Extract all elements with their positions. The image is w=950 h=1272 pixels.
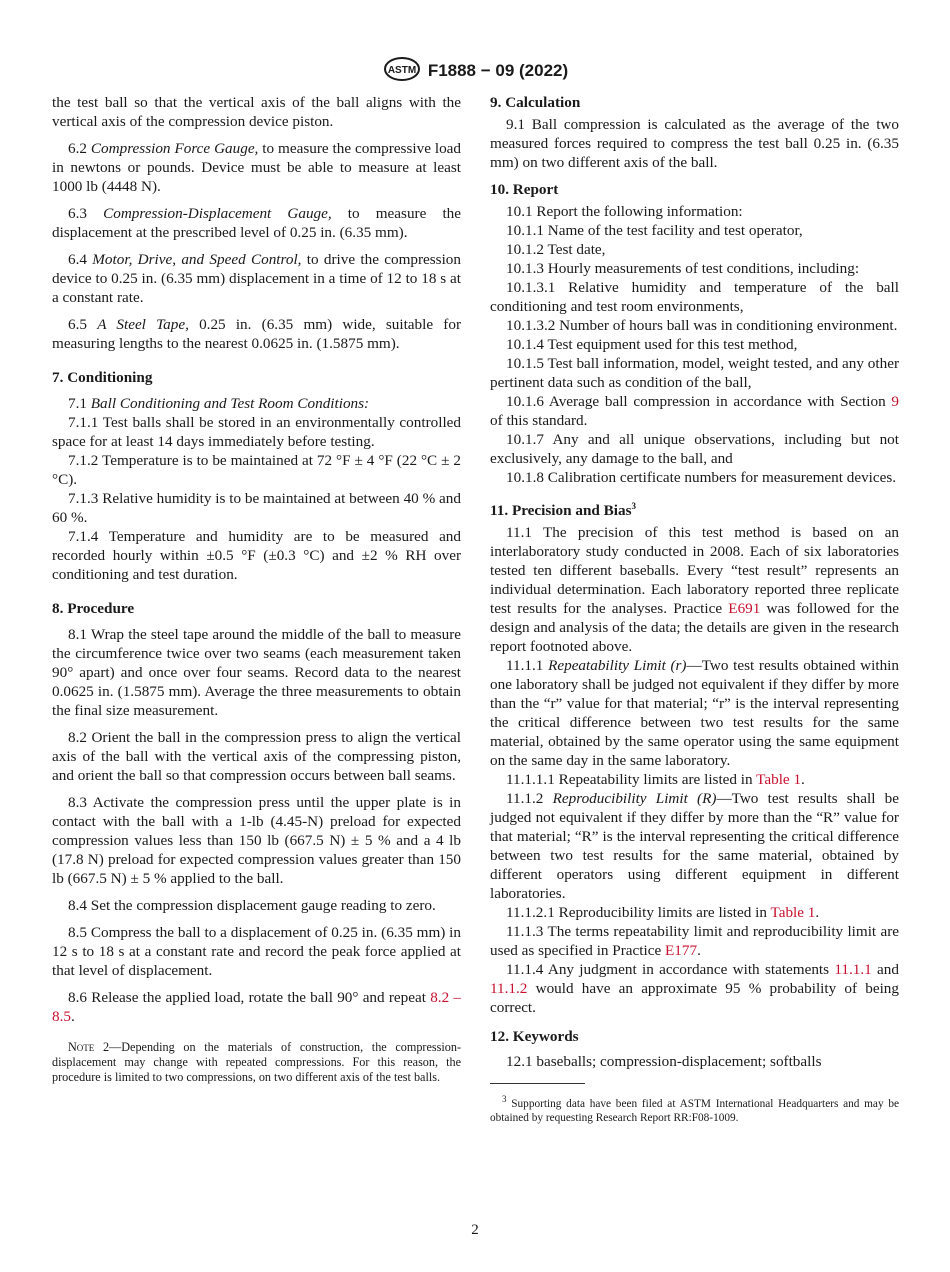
footnote-divider — [490, 1083, 585, 1084]
section-link[interactable]: 11.1.2 — [490, 980, 528, 998]
paragraph-11-1-4: 11.1.4 Any judgment in accordance with statements 11.1.1 and 11.1.2 would have an approximate 95 % probability of being correct. — [490, 961, 899, 1017]
paragraph-10-1-7: 10.1.7 Any and all unique observations, including but not exclusively, any damage to the ball, and — [490, 431, 899, 467]
paragraph-10-1-5: 10.1.5 Test ball information, model, weight tested, and any other pertinent data such as condition of the ball, — [490, 355, 899, 391]
paragraph-9-1: 9.1 Ball compression is calculated as the average of the two measured forces required to compress the test ball 0.25 in. (6.35 mm) on two different axis of the ball. — [490, 116, 899, 171]
paragraph-8-4: 8.4 Set the compression displacement gauge reading to zero. — [68, 897, 436, 914]
table-link[interactable]: Table 1 — [756, 771, 802, 789]
paragraph-10-1-1: 10.1.1 Name of the test facility and test operator, — [506, 222, 803, 239]
paragraph-7-1: 7.1 Ball Conditioning and Test Room Conditions: — [68, 395, 370, 412]
paragraph-7-1-3: 7.1.3 Relative humidity is to be maintained at between 40 % and 60 %. — [52, 490, 461, 526]
section-link[interactable]: 9 — [891, 393, 899, 410]
section-link[interactable]: 8.2 – 8.5 — [52, 989, 462, 1025]
section-heading-12: 12. Keywords — [490, 1028, 579, 1046]
document-designation: F1888 − 09 (2022) — [427, 60, 569, 80]
paragraph-8-5: 8.5 Compress the ball to a displacement of 0.25 in. (6.35 mm) in 12 s to 18 s at a constant rate and record the peak force applied at that level of displacement. — [52, 924, 461, 979]
paragraph-10-1: 10.1 Report the following information: — [506, 203, 743, 220]
paragraph-11-1-1: 11.1.1 Repeatability Limit (r)—Two test results obtained within one laboratory shall be judged not equivalent if they differ by more than the “r” value for that material; “r” is the interval representing the critical difference between two test results for the same material, obtained by the same operator using the same equipment on the same day in the same laboratory. — [490, 657, 899, 770]
paragraph-8-1: 8.1 Wrap the steel tape around the middle of the ball to measure the circumference twice over two seams (each measurement taken 90° apart) and once over four seams. Record data to the nearest 0.0625 in. (1.5875 mm). Average the three measurements to obtain the final size measurement. — [52, 626, 461, 719]
section-heading-7: 7. Conditioning — [52, 369, 153, 386]
paragraph-7-1-4: 7.1.4 Temperature and humidity are to be measured and recorded hourly within ±0.5 °F (±0.3 °C) and ±2 % RH over conditioning and test duration. — [52, 528, 461, 583]
right-column — [490, 93, 899, 1125]
paragraph-8-6: 8.6 Release the applied load, rotate the ball 90° and repeat 8.2 – 8.5. — [52, 989, 462, 1025]
page-header — [0, 56, 950, 87]
footnote: $^3$ Supporting data have been filed at ASTM International Headquarters and may be obtained by requesting Research Report RR:F08-1009. — [490, 1094, 899, 1124]
paragraph-10-1-3-2: 10.1.3.2 Number of hours ball was in conditioning environment. — [506, 317, 898, 334]
paragraph-6-2: 6.2 Compression Force Gauge, to measure the compressive load in newtons or pounds. Device must be able to measure at least 1000 lb (4448 N). — [52, 140, 462, 195]
paragraph-11-1-3: 11.1.3 The terms repeatability limit and reproducibility limit are used as specified in Practice E177. — [490, 923, 899, 960]
paragraph-6-4: 6.4 Motor, Drive, and Speed Control, to drive the compression device to 0.25 in. (6.35 mm) displacement in a time of 12 to 18 s at a constant rate. — [52, 251, 461, 306]
section-heading-11: 11. Precision and Bias$^3$ — [490, 501, 636, 520]
astm-logo-icon — [382, 56, 422, 87]
paragraph-12-1: 12.1 baseballs; compression-displacement; softballs — [506, 1053, 822, 1071]
note-2: Note 2—Depending on the materials of construction, the compression-displacement may change with repeated compressions. For this reason, the procedure is limited to two compressions, on two different axis of the test balls. — [52, 1040, 462, 1084]
paragraph: the test ball so that the vertical axis of the ball aligns with the vertical axis of the compression device piston. — [52, 94, 461, 130]
paragraph-10-1-2: 10.1.2 Test date, — [506, 241, 606, 258]
table-link[interactable]: Table 1 — [770, 904, 816, 922]
section-heading-10: 10. Report — [490, 181, 559, 198]
section-heading-9: 9. Calculation — [490, 94, 581, 111]
section-heading-8: 8. Procedure — [52, 600, 135, 617]
paragraph-10-1-8: 10.1.8 Calibration certificate numbers for measurement devices. — [506, 469, 897, 486]
paragraph-6-5: 6.5 A Steel Tape, 0.25 in. (6.35 mm) wide, suitable for measuring lengths to the nearest 0.0625 in. (1.5875 mm). — [52, 316, 462, 352]
paragraph-10-1-3-1: 10.1.3.1 Relative humidity and temperature of the ball conditioning and test room environments, — [490, 279, 899, 315]
footnote-ref[interactable]: 3 — [631, 501, 636, 511]
paragraph-7-1-2: 7.1.2 Temperature is to be maintained at 72 °F ± 4 °F (22 °C ± 2 °C). — [52, 452, 461, 488]
paragraph-10-1-3: 10.1.3 Hourly measurements of test conditions, including: — [506, 260, 860, 277]
paragraph-10-1-4: 10.1.4 Test equipment used for this test method, — [506, 336, 798, 353]
paragraph-6-3: 6.3 Compression-Displacement Gauge, to measure the displacement at the prescribed level of 0.25 in. (6.35 mm). — [52, 205, 461, 241]
paragraph-8-2: 8.2 Orient the ball in the compression press to align the vertical axis of the ball with the vertical axis of the compressing piston, and orient the ball so that compression occurs between ball seams. — [52, 729, 461, 784]
paragraph-7-1-1: 7.1.1 Test balls shall be stored in an environmentally controlled space for at least 14 days immediately before testing. — [52, 414, 461, 450]
paragraph-11-1-2: 11.1.2 Reproducibility Limit (R)—Two test results shall be judged not equivalent if they differ by more than the “R” value for that material; “R” is the interval representing the critical difference between two test results for the same material, obtained by different operators using different equipment in different laboratories. — [490, 790, 900, 903]
section-link[interactable]: 11.1.1 — [834, 961, 872, 979]
paragraph-8-3: 8.3 Activate the compression press until the upper plate is in contact with the ball with a 1-lb (4.45-N) preload for expected compression values less than 150 lb (667.5 N) ± 5 % and a 4 lb (17.8 N) preload for expected compression values greater than 150 lb (667.5 N) ± 5 % applied to the ball. — [52, 794, 461, 887]
paragraph-11-1-2-1: 11.1.2.1 Reproducibility limits are listed in Table 1. — [506, 904, 820, 922]
svg-text:ASTM: ASTM — [387, 65, 416, 76]
practice-link[interactable]: E177 — [665, 942, 698, 960]
paragraph-10-1-6: 10.1.6 Average ball compression in accordance with Section 9 of this standard. — [490, 393, 899, 429]
page-number: 2 — [471, 1222, 479, 1238]
left-column — [52, 93, 461, 1085]
paragraph-11-1: 11.1 The precision of this test method is based on an interlaboratory study conducted in 2008. Each of six laboratories tested ten different baseballs. Every “test result” represents an individual determination. Each laboratory reported three replicate test results for the analyses. Practice E691 was followed for the design and analysis of the data; the details are given in the research report footnoted above. — [490, 524, 899, 656]
paragraph-11-1-1-1: 11.1.1.1 Repeatability limits are listed in Table 1. — [506, 771, 805, 789]
practice-link[interactable]: E691 — [728, 600, 761, 618]
